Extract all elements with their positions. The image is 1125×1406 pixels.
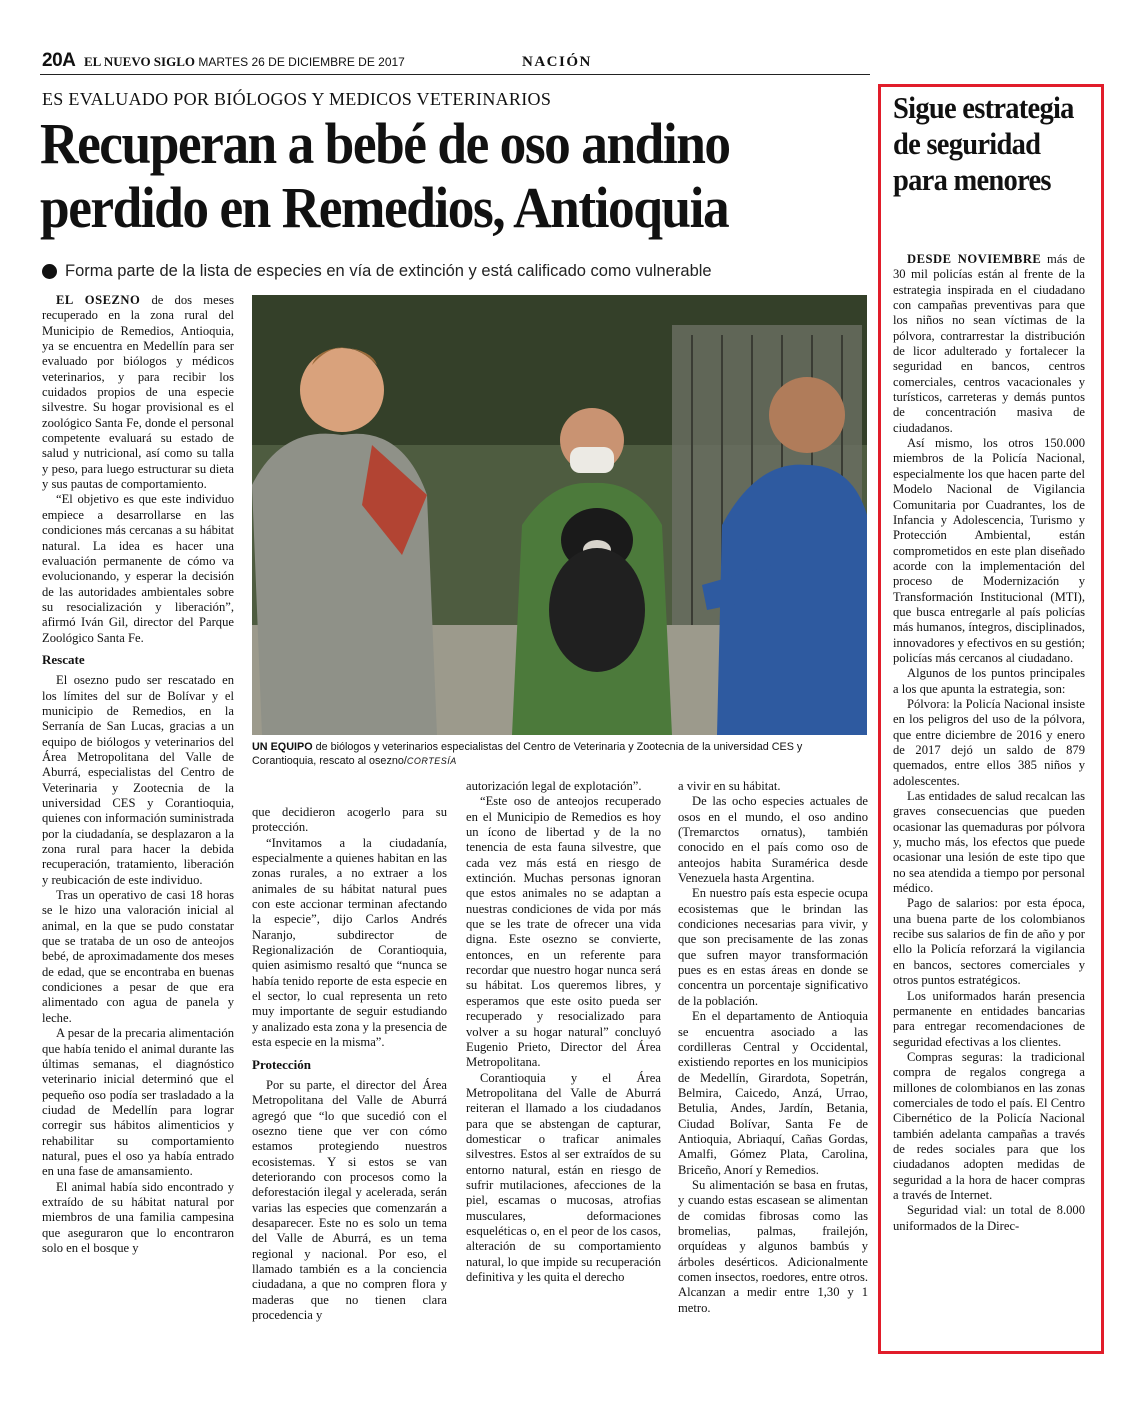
photo-illustration	[252, 295, 867, 735]
newspaper-dateline	[84, 54, 405, 70]
paragraph: Algunos de los puntos principales a los que apunta la estrategia, son:	[893, 666, 1085, 696]
paragraph: Seguridad vial: un total de 8.000 uniformados de la Direc-	[893, 1203, 1085, 1233]
sidebar-title: Sigue estrategia de seguridad para menores	[893, 90, 1074, 197]
paragraph: a vivir en su hábitat.	[678, 779, 781, 793]
paragraph-text: de dos meses recuperado en la zona rural del Municipio de Remedios, Antioquia, ya se encuentra en Medellín para ser evaluado por biólogos y médicos veterinarios, y para recibir los cuidados propios de una especie silvestre. Su hogar provisional es el zoológico Santa Fe, donde el personal competente evaluará su estado de salud y nutricional, así como su talla y peso, para luego estructurar su dieta y sus pautas de comportamiento.	[42, 293, 234, 492]
paragraph: En el departamento de Antioquia se encuentra asociado a las cordilleras Central y Occidental, existiendo reportes en los municipios de Medellín, Girardota, Sopetrán, Belmira, Caicedo, Anzá, Urrao, Betulia, Andes, Jardín, Betania, Ciudad Bolívar, Santa Fe de Antioquia, Abriaquí, Cañas Gordas, Amalfi, Gómez Plata, Carolina, Briceño, Anorí y Remedios.	[678, 1009, 868, 1177]
paragraph: En nuestro país esta especie ocupa ecosistemas que le brindan las condiciones necesarias para vivir, y que son precisamente de las zonas que sufren mayor transformación pues es en estas áreas en donde se concentra un porcentaje significativo de la población.	[678, 886, 868, 1008]
paragraph: autorización legal de explotación”.	[466, 779, 642, 793]
paragraph: De las ocho especies actuales de osos en el mundo, el oso andino (Tremarctos ornatus), también conocido en el país como oso de anteojos habita Suramérica desde Venezuela hasta Argentina.	[678, 794, 868, 886]
paragraph-text: más de 30 mil policías están al frente de la estrategia inspirada en el ciudadano con campañas preventivas para que los niños no sean víctimas de la pólvora, contrarrestar la distribución de licor adulterado y fortalecer la seguridad en bancos, centros comerciales, centros vacacionales y turísticos, carreteras y demás puntos de concentración masiva de ciudadanos.	[893, 252, 1085, 435]
article-column-4	[678, 779, 868, 1316]
paragraph: Pólvora: la Policía Nacional insiste en los peligros del uso de la pólvora, que entre diciembre de 2016 y enero de 2017 dejó un saldo de 879 quemados, entre ellos 385 niños y adolescentes.	[893, 696, 1085, 788]
paragraph: Su alimentación se basa en frutas, y cuando estas escasean se alimentan de comidas fibrosas como las bromelias, palmas, frailejón, orquídeas y algunos bambús y árboles desérticos. Adicionalmente comen insectos, roedores, entre otros. Alcanzan a medir entre 1,30 y 1 metro.	[678, 1177, 868, 1315]
caption-text: de biólogos y veterinarios especialistas del Centro de Veterinaria y Zootecnia de la universidad CES y Corantioquia, rescato al osezno/	[252, 741, 803, 767]
paragraph: Por su parte, el director del Área Metropolitana del Valle de Aburrá agregó que “lo que sucedió con el osezno tiene que ver con cómo estamos protegiendo nuestros ecosistemas. Y si estos se van deteriorando con procesos como la deforestación ilegal y acelerada, serán varias las especies que comenzarán a desaparecer. Este no es solo un tema del Valle de Aburrá, es un tema regional y nacional. Por eso, el llamado también es a la conciencia ciudadana, a que no compren flora y maderas que no tienen clara procedencia y	[252, 1077, 447, 1322]
paragraph: Compras seguras: la tradicional compra de regalos congrega a millones de colombianos en las zonas comerciales de todo el país. El Centro Cibernético de la Policía Nacional también adelanta campañas a través de redes sociales para que los ciudadanos adopten medidas de seguridad a la hora de hacer compras a través de Internet.	[893, 1049, 1085, 1202]
section-name: NACIÓN	[522, 54, 592, 70]
paragraph: que decidieron acogerlo para su protección.	[252, 805, 447, 835]
article-column-3	[466, 779, 661, 1285]
paragraph: El animal había sido encontrado y extraído de su hábitat natural por miembros de una familia campesina que aseguraron que lo encontraron solo en el bosque y	[42, 1179, 234, 1255]
article-column-2	[252, 805, 447, 1323]
paragraph: “Este oso de anteojos recuperado en el Municipio de Remedios es hoy un ícono de libertad y de la no tenencia de esta fauna silvestre, que cada vez más está en riesgo de extinción. Muchas personas ignoran que estos animales no se adaptan a nuestras condiciones de vida por más que se les trate de ofrecer una vida digna. Este osezno se convierte, entonces, en un referente para recordar que nuestro hogar nunca será su hábitat. Los queremos libres, y esperamos que este osito pueda ser recuperado y resocializado para volver a su hogar natural” concluyó Eugenio Prieto, Director del Área Metropolitana.	[466, 794, 661, 1070]
article-photo	[252, 295, 867, 735]
article-headline: Recuperan a bebé de oso andino perdido en Remedios, Antioquia	[40, 111, 730, 240]
sidebar-body	[893, 252, 1085, 1234]
paragraph: Pago de salarios: por esta época, una buena parte de los colombianos recibe sus salarios de fin de año y por ello la Policía reforzará la vigilancia en bancos, sectores comerciales y otros puntos estratégicos.	[893, 896, 1085, 988]
article-subhead	[42, 262, 712, 281]
issue-date: MARTES 26 DE DICIEMBRE DE 2017	[198, 55, 405, 69]
caption-lead: UN EQUIPO	[252, 741, 313, 753]
subhead-text: Forma parte de la lista de especies en vía de extinción y está calificado como vulnerable	[65, 262, 712, 280]
photo-credit: CORTESÍA	[406, 756, 457, 766]
article-kicker: ES EVALUADO POR BIÓLOGOS Y MEDICOS VETERINARIOS	[42, 89, 552, 109]
bullet-icon	[42, 264, 57, 279]
paragraph: El osezno pudo ser rescatado en los límites del sur de Bolívar y el municipio de Remedios, en la Serranía de San Lucas, gracias a un equipo de biólogos y veterinarios del Área Metropolitana del Valle de Aburrá, especialistas del Centro de Veterinaria y Zootecnia de la universidad CES y Corantioquia, quienes con información suministrada por la ciudadanía, se desplazaron a la zona rural para hacer la debida recuperación, tratamiento, liberación y reubicación de este individuo.	[42, 673, 235, 887]
newspaper-name: EL NUEVO SIGLO	[84, 54, 195, 69]
paragraph	[893, 252, 1085, 436]
paragraph: A pesar de la precaria alimentación que había tenido el animal durante las últimas semanas, el diagnóstico veterinario inicial determinó que el pequeño oso podía ser trasladado a la ciudad de Medellín para lograr corregir sus hábitos alimenticios y rehabilitar su comportamiento natural, pues el oso ya había entrado en una fase de amansamiento.	[42, 1026, 234, 1179]
page-number: 20A	[42, 50, 76, 71]
paragraph: Así mismo, los otros 150.000 miembros de la Policía Nacional, especialmente los que hacen parte del Modelo Nacional de Vigilancia Comunitaria por Cuadrantes, los de Infancia y Adolescencia, Turismo y Protección Ambiental, están comprometidos en este plan diseñado acorde con la implementación del proceso de Modernización y Transformación Institucional (MTI), que busca entregarle al país policías más humanos, íntegros, disciplinados, innovadores y efectivos en su gestión; policías más cercanos al ciudadano.	[893, 436, 1086, 665]
paragraph	[42, 293, 234, 492]
paragraph: Tras un operativo de casi 18 horas se le hizo una valoración inicial al animal, en la que se pudo constatar que se trataba de un oso de anteojos bebé, de aproximadamente dos meses de edad, que se encontraba en buenas condiciones a pesar de que era alimentado con agua de panela y leche.	[42, 888, 234, 1025]
paragraph: “Invitamos a la ciudadanía, especialmente a quienes habitan en las zonas rurales, a no extraer a los animales de su hábitat natural pues con este accionar terminan afectando la especie”, dijo Carlos Andrés Naranjo, subdirector de Regionalización de Corantioquia, quien asimismo resaltó que “nunca se había tenido reporte de esta especie en el sector, lo cual representa un reto muy importante de seguir estudiando y analizado esta zona y la presencia de esta especie en la misma”.	[252, 835, 447, 1050]
paragraph: Corantioquia y el Área Metropolitana del Valle de Aburrá reiteran el llamado a los ciudadanos para que se abstengan de capturar, domesticar o traficar animales silvestres. Estos al ser extraídos de su entorno natural, están en riesgo de sufrir mutilaciones, afecciones de la piel, escamas o mucosas, atrofias musculares, deformaciones esqueléticas o, en el peor de los casos, alteración de su comportamiento natural, lo que impide su recuperación definitiva y les quita el derecho	[466, 1070, 661, 1284]
paragraph: Los uniformados harán presencia permanente en entidades bancarias para entregar recomendaciones de seguridad efectivas a los clientes.	[893, 988, 1085, 1049]
subheading-proteccion: Protección	[252, 1056, 311, 1072]
header-rule	[40, 74, 870, 75]
photo-caption	[252, 740, 867, 768]
subheading-rescate: Rescate	[42, 651, 85, 667]
lead-in: DESDE NOVIEMBRE	[907, 252, 1042, 266]
paragraph: Las entidades de salud recalcan las graves consecuencias que pueden ocasionar las quemaduras por pólvora y, mucho más, los efectos que puede ocasionar una lesión de este tipo que no sea atendida a tiempo por personal médico.	[893, 789, 1085, 896]
article-column-1	[42, 293, 234, 1256]
paragraph: “El objetivo es que este individuo empiece a desarrollarse en las condiciones más cercanas a su hábitat natural. La idea es hacer una evaluación permanente de cómo va evolucionando, y esperar la decisión de las autoridades ambientales sobre su resocialización y liberación”, afirmó Iván Gil, director del Parque Zoológico Santa Fe.	[42, 492, 234, 645]
lead-in: EL OSEZNO	[56, 293, 141, 307]
